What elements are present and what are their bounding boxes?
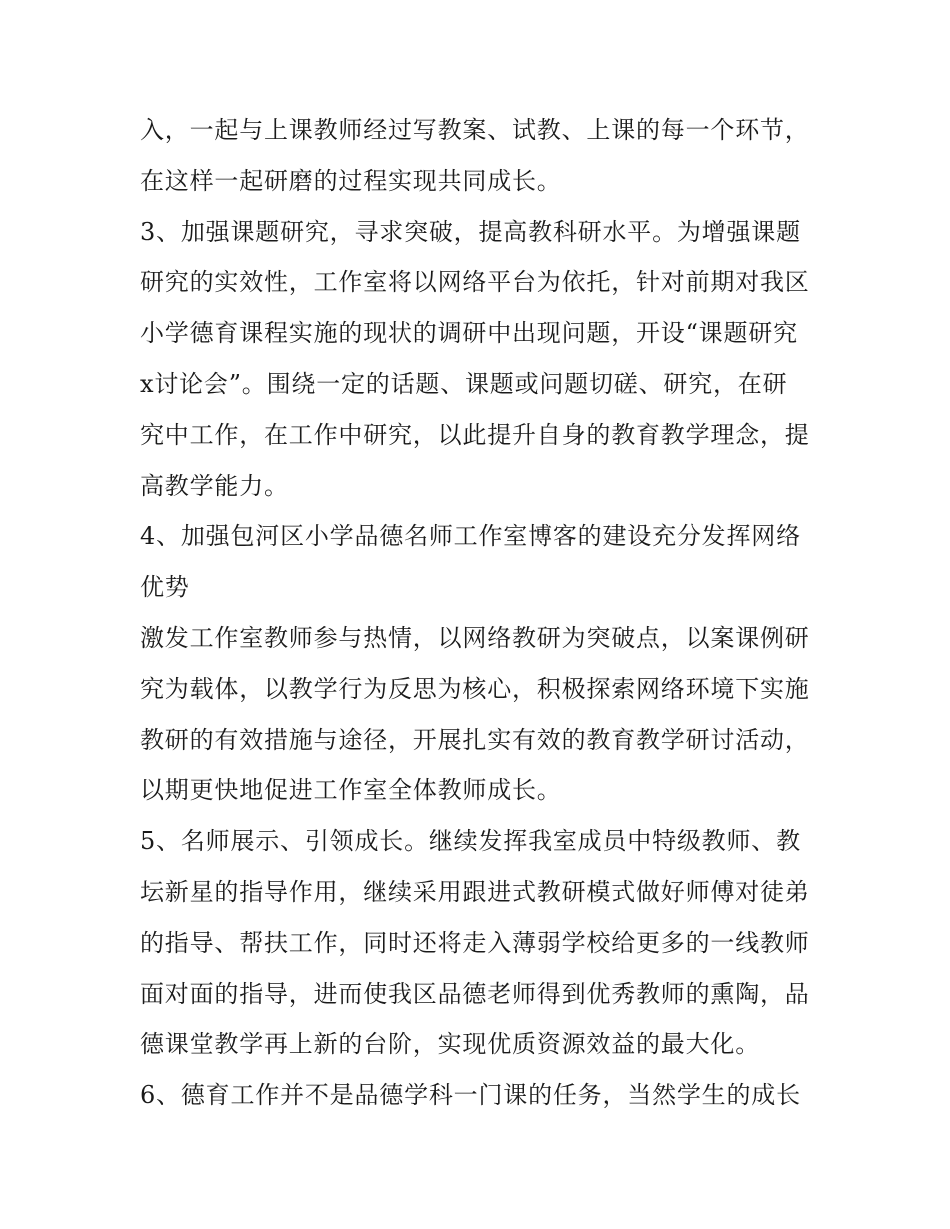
text-line: 坛新星的指导作用，继续采用跟进式教研模式做好师傅对徒弟 bbox=[140, 877, 810, 906]
text-line: 3、加强课题研究，寻求突破，提高教科研水平。为增强课题 bbox=[140, 217, 801, 246]
text-line: 入，一起与上课教师经过写教案、试教、上课的每一个环节， bbox=[140, 116, 810, 144]
text-line: 研究的实效性，工作室将以网络平台为依托，针对前期对我区 bbox=[140, 268, 810, 297]
text-line: 面对面的指导，进而使我区品德老师得到优秀教师的熏陶，品 bbox=[140, 979, 810, 1008]
text-line: 优势 bbox=[140, 573, 190, 602]
text-line: 究中工作，在工作中研究，以此提升自身的教育教学理念，提 bbox=[140, 420, 810, 449]
text-line: 5、名师展示、引领成长。继续发挥我室成员中特级教师、教 bbox=[140, 827, 801, 856]
text-line: 激发工作室教师参与热情，以网络教研为突破点，以案课例研 bbox=[140, 623, 810, 652]
text-line: 以期更快地促进工作室全体教师成长。 bbox=[140, 776, 562, 805]
text-line: 德课堂教学再上新的台阶，实现优质资源效益的最大化。 bbox=[140, 1030, 760, 1059]
text-line: 的指导、帮扶工作，同时还将走入薄弱学校给更多的一线教师 bbox=[140, 928, 810, 957]
text-line: 4、加强包河区小学品德名师工作室博客的建设充分发挥网络 bbox=[140, 522, 801, 551]
text-line: 高教学能力。 bbox=[140, 471, 289, 500]
text-line: 究为载体，以教学行为反思为核心，积极探索网络环境下实施 bbox=[140, 674, 810, 703]
body-text bbox=[140, 105, 820, 1121]
text-line: x讨论会”。围绕一定的话题、课题或问题切磋、研究，在研 bbox=[140, 369, 788, 398]
text-line: 在这样一起研磨的过程实现共同成长。 bbox=[140, 166, 562, 195]
text-line: 小学德育课程实施的现状的调研中出现问题，开设“课题研究 bbox=[140, 319, 798, 348]
text-line: 教研的有效措施与途径，开展扎实有效的教育教学研讨活动， bbox=[140, 725, 810, 754]
text-line: 6、德育工作并不是品德学科一门课的任务，当然学生的成长 bbox=[140, 1081, 801, 1110]
